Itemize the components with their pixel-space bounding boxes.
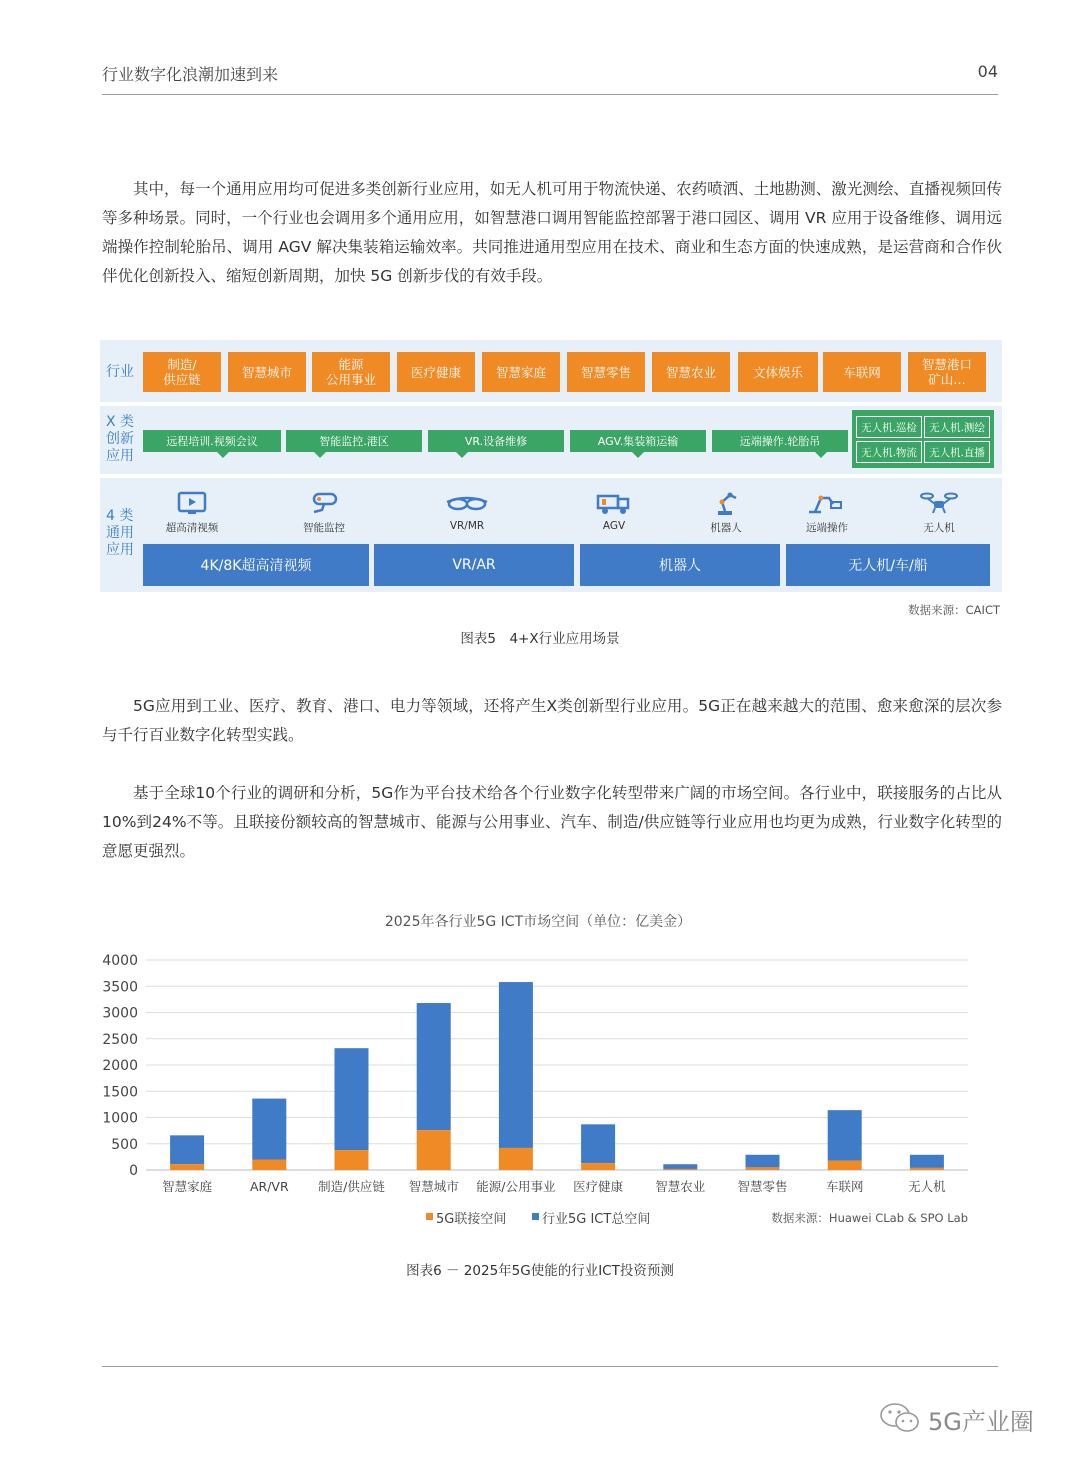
bar-connection [499, 1148, 533, 1170]
icon-label: 无人机 [923, 522, 955, 534]
x-tick-label: 能源/公用事业 [476, 1179, 556, 1194]
agv-truck-icon [584, 490, 644, 532]
x-tick-label: 无人机 [908, 1179, 946, 1194]
bar-connection [746, 1167, 780, 1170]
icon-label: 智能监控 [303, 522, 345, 534]
x-tick-label: 智慧城市 [408, 1179, 459, 1194]
footer-divider [102, 1366, 998, 1367]
bar-connection [417, 1130, 451, 1170]
legend-swatch-connection [426, 1213, 433, 1220]
bar-total-ict [828, 1110, 862, 1160]
bar-total-ict [910, 1155, 944, 1168]
x-app-box [712, 430, 848, 452]
y-tick-label: 3500 [102, 979, 138, 996]
header-divider [102, 94, 998, 95]
bar-total-ict [417, 1003, 451, 1130]
y-tick-label: 0 [129, 1163, 138, 1179]
robot-arm-icon [696, 490, 756, 535]
y-tick-label: 2500 [102, 1031, 138, 1048]
icon-label: 机器人 [710, 522, 742, 534]
x-tick-label: 智慧家庭 [162, 1179, 213, 1194]
bar-total-ict [170, 1135, 204, 1164]
x-app-label: 远程培训.视频会议 [166, 435, 258, 448]
x-app-box [286, 430, 422, 452]
x-app-box [428, 430, 564, 452]
bar-connection [581, 1163, 615, 1170]
bar-connection [828, 1161, 862, 1170]
y-tick-label: 1500 [102, 1084, 138, 1101]
drone-app-cell: 无人机.巡检 [856, 416, 922, 438]
industry-box: 医疗健康 [397, 352, 475, 392]
general-app-box: VR/AR [374, 544, 574, 586]
row-label-x-apps: X 类 创新 应用 [106, 414, 135, 464]
bar-total-ict [252, 1099, 286, 1160]
y-tick-label: 500 [111, 1136, 138, 1153]
legend-label-connection: 5G联接空间 [436, 1212, 507, 1227]
drone-app-cell: 无人机.物流 [856, 441, 922, 463]
paragraph-2: 5G应用到工业、医疗、教育、港口、电力等领域，还将产生X类创新型行业应用。5G正在越来越大的范围、愈来愈深的层次参与千行百业数字化转型实践。 [102, 697, 1002, 744]
icon-label: AGV [602, 520, 626, 532]
bar-total-ict [335, 1048, 369, 1150]
industry-box: 智慧城市 [228, 352, 306, 392]
x-app-label: VR.设备维修 [464, 435, 528, 448]
icon-label: 远端操作 [806, 522, 848, 534]
x-tick-label: 智慧零售 [737, 1179, 788, 1194]
remote-operation-icon [797, 490, 857, 535]
bar-connection [663, 1169, 697, 1170]
camera-icon [294, 490, 354, 535]
figure6-chart [0, 900, 1080, 1240]
general-app-box: 机器人 [580, 544, 780, 586]
chart-source: 数据来源：Huawei CLab & SPO Lab [771, 1211, 968, 1225]
legend-swatch-total [532, 1213, 539, 1220]
x-app-box [570, 430, 706, 452]
x-app-label: 智能监控.港区 [319, 435, 389, 448]
industry-box: 车联网 [823, 352, 901, 392]
figure5-source: 数据来源：CAICT [908, 603, 1000, 617]
bar-connection [335, 1150, 369, 1170]
drone-app-cell: 无人机.直播 [924, 441, 990, 463]
industry-box: 智慧港口 矿山… [908, 352, 986, 392]
x-tick-label: 智慧农业 [655, 1179, 706, 1194]
paragraph-1: 其中，每一个通用应用均可促进多类创新行业应用，如无人机可用于物流快递、农药喷洒、土地勘测、激光测绘、直播视频回传等多种场景。同时，一个行业也会调用多个通用应用，如智慧港口调用智能监控部署于港口园区、调用 VR 应用于设备维修、调用远端操作控制轮胎吊、调用 AGV 解决集装箱运输效率。共同推进通用型应用在技术、商业和生态方面的快速成熟，是运营商和合作伙伴优化创新投入、缩短创新周期，加快 5G 创新步伐的有效手段。 [102, 180, 1002, 285]
industry-box: 智慧零售 [567, 352, 645, 392]
general-app-box: 无人机/车/船 [786, 544, 990, 586]
industry-box: 制造/ 供应链 [143, 352, 221, 392]
chart-legend [426, 1211, 650, 1227]
drone-icon [909, 490, 969, 535]
row-label-industry: 行业 [106, 364, 134, 380]
bar-connection [252, 1160, 286, 1171]
x-tick-label: 车联网 [825, 1179, 864, 1194]
x-tick-label: 制造/供应链 [318, 1179, 385, 1194]
bar-total-ict [746, 1155, 780, 1168]
page-number: 04 [977, 62, 998, 81]
wechat-icon [878, 1400, 922, 1436]
y-tick-label: 2000 [102, 1058, 138, 1074]
x-tick-label: 医疗健康 [573, 1179, 624, 1194]
bar-total-ict [581, 1124, 615, 1163]
bar-total-ict [499, 982, 533, 1148]
chart-title: 2025年各行业5G ICT市场空间（单位：亿美金） [384, 914, 692, 930]
industry-box: 文体娱乐 [738, 352, 818, 392]
figure6-caption: 图表6 － 2025年5G使能的行业ICT投资预测 [406, 1263, 674, 1279]
legend-label-total: 行业5G ICT总空间 [542, 1212, 651, 1227]
bar-connection [910, 1168, 944, 1170]
industry-box: 智慧农业 [652, 352, 730, 392]
paragraph-3: 基于全球10个行业的调研和分析，5G作为平台技术给各个行业数字化转型带来广阔的市场空间。各行业中，联接服务的占比从10%到24%不等。且联接份额较高的智慧城市、能源与公用事业、汽车、制造/供应链等行业应用也均更为成熟，行业数字化转型的意愿更强烈。 [102, 784, 1002, 860]
bar-connection [170, 1164, 204, 1170]
x-app-label: AGV.集装箱运输 [597, 435, 679, 448]
x-app-label: 远端操作.轮胎吊 [739, 435, 821, 448]
row-label-four-apps: 4 类 通用 应用 [106, 508, 134, 558]
running-header-title: 行业数字化浪潮加速到来 [102, 65, 279, 84]
y-tick-label: 1000 [102, 1110, 138, 1127]
bar-total-ict [663, 1164, 697, 1169]
icon-label: 超高清视频 [165, 522, 219, 534]
drone-apps-box [852, 410, 994, 468]
industry-box: 能源 公用事业 [312, 352, 390, 392]
drone-app-cell: 无人机.测绘 [924, 416, 990, 438]
video-screen-icon [162, 490, 222, 535]
watermark-text: 5G产业圈 [928, 1408, 1034, 1436]
y-tick-label: 3000 [102, 1005, 138, 1022]
general-app-box: 4K/8K超高清视频 [143, 544, 369, 586]
vr-glasses-icon [437, 490, 497, 532]
icon-label: VR/MR [449, 520, 485, 532]
figure5-caption: 图表5 4+X行业应用场景 [460, 631, 620, 647]
x-app-box [143, 430, 281, 452]
watermark [878, 1400, 1048, 1436]
industry-box: 智慧家庭 [482, 352, 560, 392]
x-tick-label: AR/VR [249, 1179, 289, 1194]
y-tick-label: 4000 [102, 953, 138, 969]
